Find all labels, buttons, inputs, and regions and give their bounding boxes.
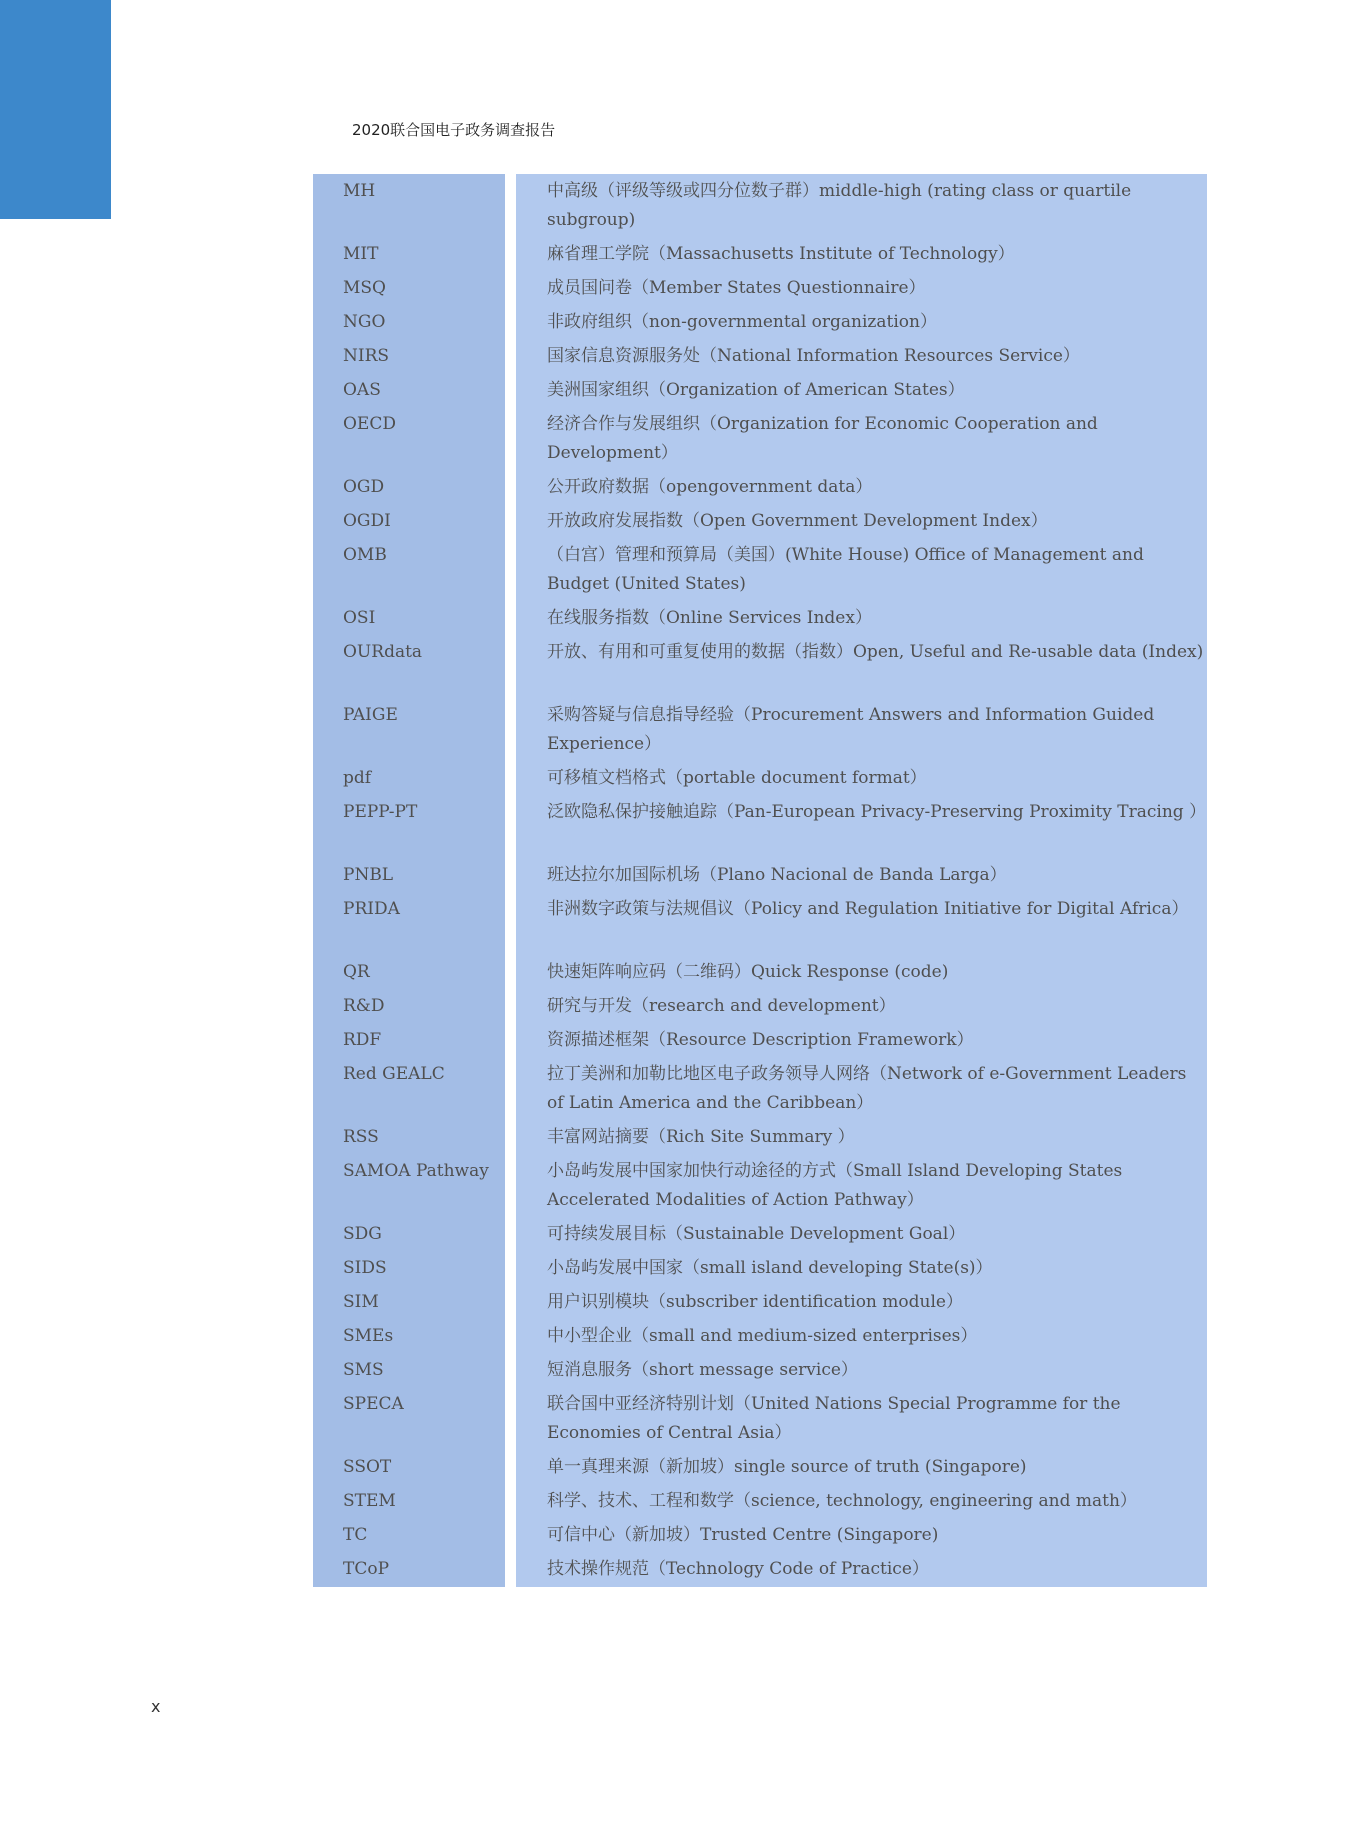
glossary-definition: 小岛屿发展中国家加快行动途径的方式（Small Island Developing States Accelerated Modalities of Action Pathway） — [547, 1161, 1123, 1210]
glossary-row — [313, 1126, 1207, 1160]
glossary-abbreviation: SMS — [343, 1360, 384, 1380]
glossary-abbreviation: OECD — [343, 414, 396, 434]
glossary-definition: 泛欧隐私保护接触追踪（Pan-European Privacy-Preserving Proximity Tracing ） — [547, 802, 1207, 822]
glossary-row — [313, 510, 1207, 544]
glossary-definition: 技术操作规范（Technology Code of Practice） — [547, 1559, 929, 1579]
glossary-abbreviation: OSI — [343, 608, 376, 628]
glossary-definition: 可持续发展目标（Sustainable Development Goal） — [547, 1224, 966, 1244]
glossary-definition: 开放、有用和可重复使用的数据（指数）Open, Useful and Re-usable data (Index) — [547, 642, 1204, 662]
glossary-abbreviation: PAIGE — [343, 705, 398, 725]
glossary-row — [313, 311, 1207, 345]
glossary-abbreviation: PEPP-PT — [343, 802, 418, 822]
glossary-row — [313, 243, 1207, 277]
glossary-row — [313, 1257, 1207, 1291]
glossary-definition: 开放政府发展指数（Open Government Development Index） — [547, 511, 1048, 531]
glossary-row — [313, 544, 1207, 607]
glossary-definition: 在线服务指数（Online Services Index） — [547, 608, 872, 628]
glossary-row — [313, 995, 1207, 1029]
glossary-abbreviation: OMB — [343, 545, 387, 565]
glossary-row — [313, 1223, 1207, 1257]
glossary-abbreviation: SDG — [343, 1224, 382, 1244]
glossary-abbreviation: SIM — [343, 1292, 379, 1312]
glossary-row — [313, 1524, 1207, 1558]
glossary-row — [313, 641, 1207, 704]
glossary-row — [313, 767, 1207, 801]
glossary-definition: 快速矩阵响应码（二维码）Quick Response (code) — [547, 962, 949, 982]
glossary-abbreviation: RSS — [343, 1127, 379, 1147]
glossary-rows — [313, 180, 1207, 1592]
glossary-row — [313, 180, 1207, 243]
glossary-row — [313, 1325, 1207, 1359]
glossary-abbreviation: QR — [343, 962, 370, 982]
glossary-definition: 非洲数字政策与法规倡议（Policy and Regulation Initiative for Digital Africa） — [547, 899, 1189, 919]
glossary-abbreviation: MH — [343, 181, 376, 201]
glossary-row — [313, 607, 1207, 641]
glossary-abbreviation: SSOT — [343, 1457, 392, 1477]
glossary-definition: 联合国中亚经济特别计划（United Nations Special Programme for the Economies of Central Asia） — [547, 1394, 1121, 1443]
glossary-abbreviation: TC — [343, 1525, 368, 1545]
glossary-abbreviation: OGD — [343, 477, 385, 497]
glossary-abbreviation: R&D — [343, 996, 385, 1016]
glossary-row — [313, 345, 1207, 379]
glossary-definition: 可信中心（新加坡）Trusted Centre (Singapore) — [547, 1525, 939, 1545]
glossary-abbreviation: PRIDA — [343, 899, 400, 919]
glossary-row — [313, 1029, 1207, 1063]
glossary-row — [313, 413, 1207, 476]
glossary-definition: 科学、技术、工程和数学（science, technology, engineering and math） — [547, 1491, 1137, 1511]
glossary-abbreviation: OAS — [343, 380, 381, 400]
glossary-abbreviation: NIRS — [343, 346, 390, 366]
corner-color-block — [0, 0, 111, 219]
glossary-definition: 资源描述框架（Resource Description Framework） — [547, 1030, 974, 1050]
glossary-definition: 短消息服务（short message service） — [547, 1360, 858, 1380]
glossary-abbreviation: SIDS — [343, 1258, 387, 1278]
glossary-row — [313, 1063, 1207, 1126]
glossary-definition: （白宫）管理和预算局（美国）(White House) Office of Management and Budget (United States) — [547, 545, 1144, 594]
glossary-definition: 美洲国家组织（Organization of American States） — [547, 380, 965, 400]
glossary-definition: 可移植文档格式（portable document format） — [547, 768, 927, 788]
glossary-row — [313, 898, 1207, 961]
glossary-row — [313, 1393, 1207, 1456]
glossary-definition: 经济合作与发展组织（Organization for Economic Cooperation and Development） — [547, 414, 1098, 463]
glossary-abbreviation: pdf — [343, 768, 372, 788]
glossary-row — [313, 1359, 1207, 1393]
glossary-definition: 非政府组织（non-governmental organization） — [547, 312, 937, 332]
glossary-definition: 用户识别模块（subscriber identification module） — [547, 1292, 963, 1312]
glossary-definition: 中高级（评级等级或四分位数子群）middle-high (rating class or quartile subgroup) — [547, 181, 1132, 230]
glossary-definition: 麻省理工学院（Massachusetts Institute of Technology） — [547, 244, 1015, 264]
glossary-row — [313, 277, 1207, 311]
glossary-row — [313, 961, 1207, 995]
glossary-row — [313, 1456, 1207, 1490]
glossary-abbreviation: SAMOA Pathway — [343, 1161, 489, 1181]
glossary-row — [313, 704, 1207, 767]
glossary-definition: 拉丁美洲和加勒比地区电子政务领导人网络（Network of e-Government Leaders of Latin America and the Caribbean） — [547, 1064, 1187, 1113]
glossary-abbreviation: MSQ — [343, 278, 386, 298]
glossary-definition: 小岛屿发展中国家（small island developing State(s)） — [547, 1258, 993, 1278]
glossary-table — [313, 174, 1207, 1587]
glossary-abbreviation: TCoP — [343, 1559, 390, 1579]
glossary-row — [313, 1558, 1207, 1592]
glossary-definition: 班达拉尔加国际机场（Plano Nacional de Banda Larga） — [547, 865, 1007, 885]
glossary-abbreviation: PNBL — [343, 865, 394, 885]
glossary-definition: 研究与开发（research and development） — [547, 996, 896, 1016]
glossary-abbreviation: RDF — [343, 1030, 382, 1050]
glossary-abbreviation: NGO — [343, 312, 386, 332]
glossary-abbreviation: Red GEALC — [343, 1064, 445, 1084]
glossary-row — [313, 1291, 1207, 1325]
glossary-abbreviation: OURdata — [343, 642, 423, 662]
glossary-definition: 成员国问卷（Member States Questionnaire） — [547, 278, 926, 298]
glossary-definition: 采购答疑与信息指导经验（Procurement Answers and Information Guided Experience） — [547, 705, 1155, 754]
glossary-abbreviation: STEM — [343, 1491, 396, 1511]
glossary-abbreviation: MIT — [343, 244, 379, 264]
glossary-abbreviation: SPECA — [343, 1394, 404, 1414]
glossary-definition: 公开政府数据（opengovernment data） — [547, 477, 873, 497]
glossary-row — [313, 801, 1207, 864]
glossary-definition: 单一真理来源（新加坡）single source of truth (Singapore) — [547, 1457, 1027, 1477]
page-number: x — [151, 1697, 161, 1716]
report-header-title: 2020联合国电子政务调查报告 — [352, 121, 556, 139]
glossary-row — [313, 476, 1207, 510]
glossary-row — [313, 379, 1207, 413]
glossary-definition: 国家信息资源服务处（National Information Resources Service） — [547, 346, 1080, 366]
glossary-row — [313, 864, 1207, 898]
glossary-definition: 中小型企业（small and medium-sized enterprises） — [547, 1326, 978, 1346]
glossary-definition: 丰富网站摘要（Rich Site Summary ） — [547, 1127, 855, 1147]
glossary-abbreviation: OGDI — [343, 511, 391, 531]
glossary-row — [313, 1490, 1207, 1524]
glossary-abbreviation: SMEs — [343, 1326, 394, 1346]
glossary-row — [313, 1160, 1207, 1223]
